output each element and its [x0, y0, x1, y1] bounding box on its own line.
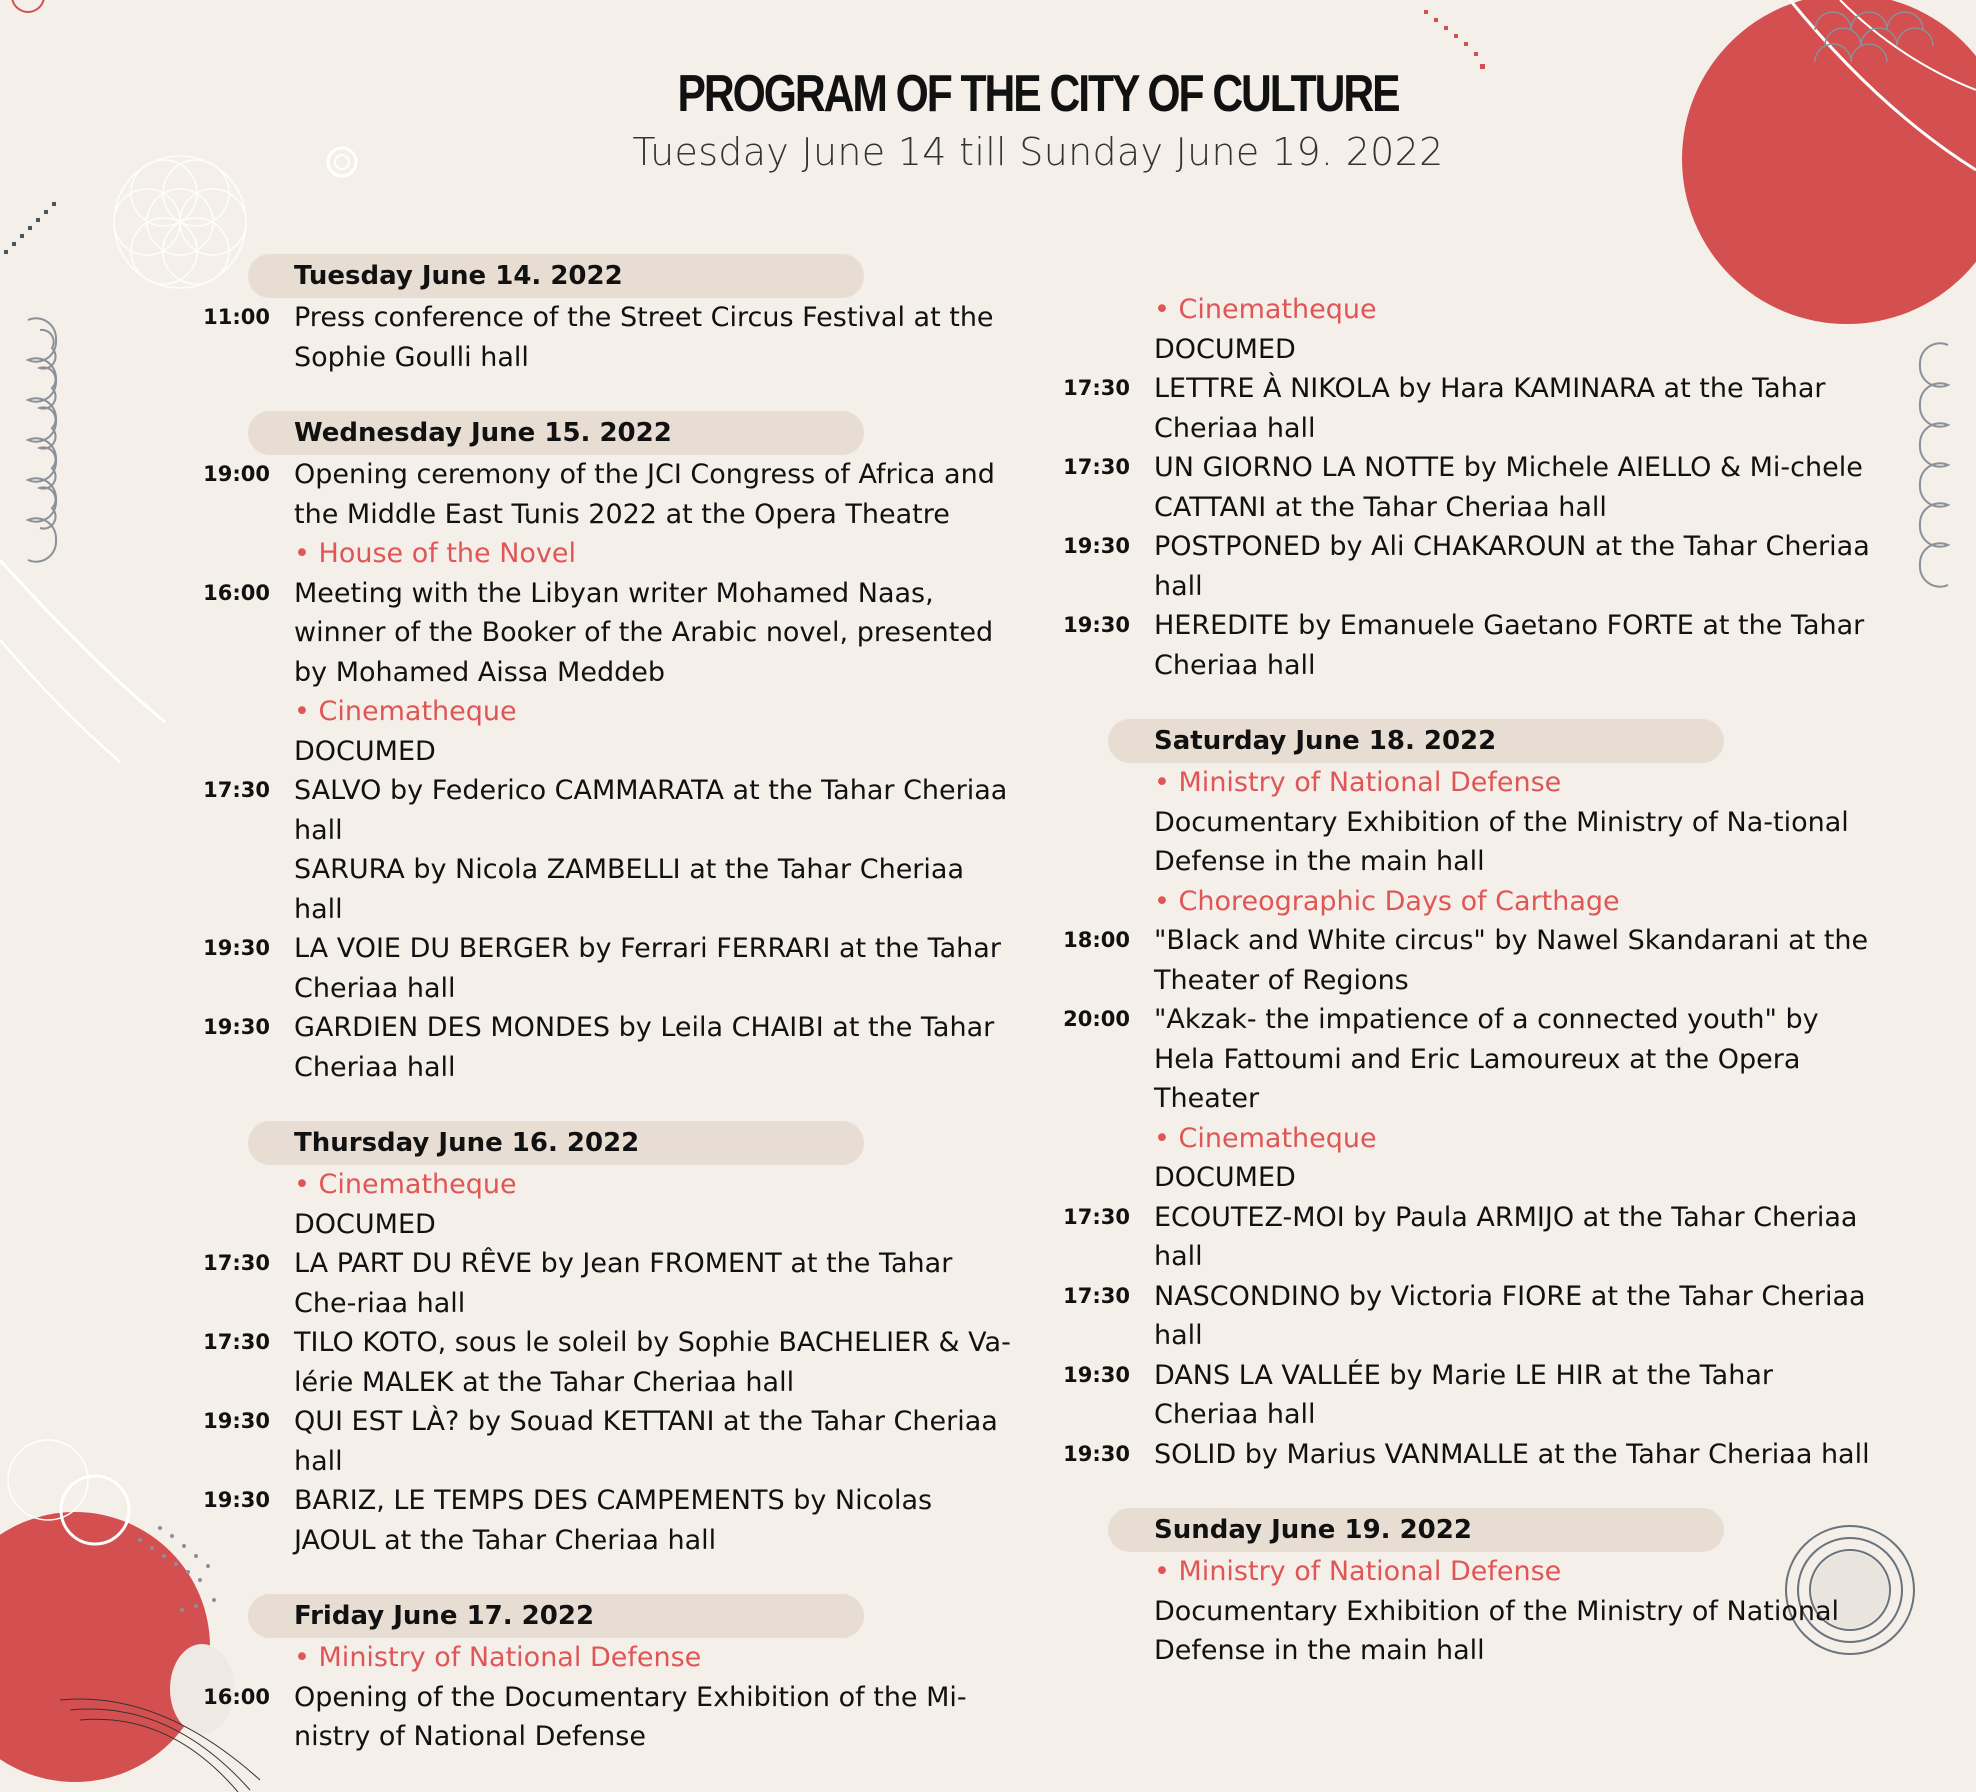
- schedule-entry: [200, 1678, 1030, 1757]
- entry-text: LETTRE À NIKOLA by Hara KAMINARA at the Tahar Cheriaa hall: [1154, 373, 1826, 444]
- schedule-entry: [1060, 448, 1890, 527]
- entry-text: UN GIORNO LA NOTTE by Michele AIELLO & Mi-chele CATTANI at the Tahar Cheriaa hall: [1154, 452, 1863, 523]
- entry-time: 20:00: [1063, 1007, 1130, 1031]
- entry-time: 17:30: [1063, 376, 1130, 400]
- venue-label: • Cinematheque: [294, 1165, 1014, 1205]
- entry-text: POSTPONED by Ali CHAKAROUN at the Tahar Cheriaa hall: [1154, 531, 1870, 602]
- venue-section: [200, 534, 1030, 574]
- schedule-entry: [200, 929, 1030, 1008]
- day-block: [1060, 719, 1890, 1474]
- entry-text: GARDIEN DES MONDES by Leila CHAIBI at the Tahar Cheriaa hall: [294, 1012, 995, 1083]
- schedule-entry: [200, 1205, 1030, 1245]
- schedule-entry: [200, 1402, 1030, 1481]
- schedule-entry: [1060, 921, 1890, 1000]
- schedule-entry: [1060, 803, 1890, 882]
- entry-time: [1060, 803, 1154, 882]
- entry-text: DOCUMED: [294, 735, 436, 767]
- venue-section: [1060, 1119, 1890, 1159]
- entry-time: 19:30: [203, 1488, 270, 1512]
- entry-text: "Black and White circus" by Nawel Skandarani at the Theater of Regions: [1154, 925, 1869, 996]
- day-block: [200, 254, 1030, 377]
- entry-time: 17:30: [203, 778, 270, 802]
- schedule-entry: [200, 771, 1030, 850]
- entry-text: "Akzak- the impatience of a connected youth" by Hela Fattoumi and Eric Lamoureux at the Opera Theater: [1154, 1004, 1819, 1114]
- entry-text: ECOUTEZ-MOI by Paula ARMIJO at the Tahar Cheriaa hall: [1154, 1201, 1858, 1272]
- day-header: Wednesday June 15. 2022: [248, 411, 864, 455]
- day-header: Friday June 17. 2022: [248, 1594, 864, 1638]
- entry-time: 19:30: [203, 1015, 270, 1039]
- schedule-entry: [1060, 1158, 1890, 1198]
- schedule-column-right: [1060, 290, 1890, 1705]
- venue-section: [1060, 1552, 1890, 1592]
- schedule-entry: [200, 1323, 1030, 1402]
- entry-text: LA VOIE DU BERGER by Ferrari FERRARI at the Tahar Cheriaa hall: [294, 933, 1001, 1004]
- schedule-entry: [1060, 1277, 1890, 1356]
- venue-label: • Ministry of National Defense: [1154, 763, 1874, 803]
- entry-text: SARURA by Nicola ZAMBELLI at the Tahar Cheriaa hall: [294, 854, 965, 925]
- entry-time: [200, 1205, 294, 1245]
- entry-time: [200, 692, 294, 732]
- entry-time: [1060, 1592, 1154, 1671]
- entry-text: DANS LA VALLÉE by Marie LE HIR at the Tahar Cheriaa hall: [1154, 1359, 1773, 1430]
- entry-time: 18:00: [1063, 928, 1130, 952]
- entry-text: SOLID by Marius VANMALLE at the Tahar Cheriaa hall: [1154, 1438, 1870, 1470]
- entry-text: Documentary Exhibition of the Ministry of Na-tional Defense in the main hall: [1154, 806, 1849, 877]
- schedule-column-left: [200, 254, 1030, 1791]
- venue-label: • House of the Novel: [294, 534, 1014, 574]
- entry-time: 19:30: [1063, 1362, 1130, 1387]
- entry-text: BARIZ, LE TEMPS DES CAMPEMENTS by Nicolas JAOUL at the Tahar Cheriaa hall: [294, 1485, 933, 1556]
- schedule-entry: [1060, 606, 1890, 685]
- schedule-entry: [1060, 527, 1890, 606]
- day-block: [200, 1121, 1030, 1560]
- venue-label: • Ministry of National Defense: [1154, 1552, 1874, 1592]
- entry-text: SALVO by Federico CAMMARATA at the Tahar Cheriaa hall: [294, 775, 1008, 846]
- scallop-strip-left: [28, 318, 56, 561]
- entry-time: [200, 534, 294, 574]
- venue-label: • Cinematheque: [1154, 1119, 1874, 1159]
- entry-time: [1060, 290, 1154, 330]
- entry-text: Meeting with the Libyan writer Mohamed Naas, winner of the Booker of the Arabic novel, presented by Mohamed Aissa Meddeb: [294, 577, 994, 688]
- entry-time: 19:30: [1063, 1441, 1130, 1466]
- entry-text: TILO KOTO, sous le soleil by Sophie BACHELIER & Va-lérie MALEK at the Tahar Cheriaa hall: [294, 1327, 1011, 1398]
- schedule-entry: [1060, 1435, 1890, 1475]
- page-title: PROGRAM OF THE CITY OF CULTURE: [677, 65, 1399, 123]
- schedule-entry: [200, 1008, 1030, 1087]
- venue-section: [200, 1165, 1030, 1205]
- schedule-entry: [200, 1244, 1030, 1323]
- entry-time: 19:30: [203, 1409, 270, 1433]
- schedule-entry: [1060, 1356, 1890, 1435]
- day-block: [1060, 1508, 1890, 1671]
- venue-section: [200, 1638, 1030, 1678]
- day-block: [200, 1594, 1030, 1757]
- small-ring-icon: [12, 0, 44, 12]
- entry-text: HEREDITE by Emanuele Gaetano FORTE at the Tahar Cheriaa hall: [1154, 610, 1865, 681]
- entry-time: 19:30: [1063, 613, 1130, 637]
- day-header: Sunday June 19. 2022: [1108, 1508, 1724, 1552]
- day-block: [200, 411, 1030, 1087]
- entry-time: 19:00: [203, 462, 270, 486]
- schedule-entry: [200, 298, 1030, 377]
- day-header: Saturday June 18. 2022: [1108, 719, 1724, 763]
- venue-label: • Ministry of National Defense: [294, 1638, 1014, 1678]
- entry-time: [1060, 1158, 1154, 1198]
- entry-text: Documentary Exhibition of the Ministry of National Defense in the main hall: [1154, 1595, 1840, 1666]
- page-subtitle: Tuesday June 14 till Sunday June 19. 2022: [632, 130, 1444, 174]
- schedule-entry: [1060, 1198, 1890, 1277]
- schedule-entry: [200, 850, 1030, 929]
- entry-text: Opening of the Documentary Exhibition of the Mi-nistry of National Defense: [294, 1681, 967, 1752]
- entry-time: 16:00: [203, 580, 270, 605]
- schedule-entry: [200, 1481, 1030, 1560]
- schedule-entry: [200, 732, 1030, 772]
- schedule-entry: [1060, 330, 1890, 370]
- day-header: Tuesday June 14. 2022: [248, 254, 864, 298]
- venue-section: [1060, 882, 1890, 922]
- entry-time: [1060, 330, 1154, 370]
- venue-section: [200, 692, 1030, 732]
- entry-time: 17:30: [203, 1251, 270, 1275]
- schedule-entry: [200, 455, 1030, 534]
- entry-text: DOCUMED: [294, 1208, 436, 1240]
- entry-time: [200, 1638, 294, 1678]
- schedule-entry: [1060, 369, 1890, 448]
- entry-time: 17:30: [1063, 455, 1130, 479]
- entry-text: NASCONDINO by Victoria FIORE at the Tahar Cheriaa hall: [1154, 1280, 1866, 1351]
- venue-section: [1060, 290, 1890, 330]
- entry-time: [200, 732, 294, 772]
- entry-time: [1060, 1119, 1154, 1159]
- venue-label: • Choreographic Days of Carthage: [1154, 882, 1874, 922]
- red-dots-decoration: [1424, 10, 1485, 69]
- venue-label: • Cinematheque: [294, 692, 1014, 732]
- entry-time: [200, 1165, 294, 1205]
- entry-time: [1060, 763, 1154, 803]
- entry-text: QUI EST LÀ? by Souad KETTANI at the Tahar Cheriaa hall: [294, 1406, 998, 1477]
- schedule-entry: [200, 574, 1030, 693]
- venue-section: [1060, 763, 1890, 803]
- schedule-entry: [1060, 1000, 1890, 1119]
- entry-text: Opening ceremony of the JCI Congress of Africa and the Middle East Tunis 2022 at the Opera Theatre: [294, 459, 995, 530]
- day-block: [1060, 290, 1890, 685]
- dotted-line-decoration: [4, 202, 56, 254]
- entry-text: Press conference of the Street Circus Festival at the Sophie Goulli hall: [294, 302, 994, 373]
- entry-time: 16:00: [203, 1684, 270, 1709]
- entry-time: 17:30: [1063, 1204, 1130, 1229]
- entry-time: 19:30: [203, 936, 270, 960]
- entry-time: 19:30: [1063, 534, 1130, 558]
- entry-text: LA PART DU RÊVE by Jean FROMENT at the Tahar Che-riaa hall: [294, 1248, 953, 1319]
- entry-time: 17:30: [1063, 1283, 1130, 1308]
- entry-time: [200, 850, 294, 929]
- schedule-entry: [1060, 1592, 1890, 1671]
- entry-text: DOCUMED: [1154, 1162, 1296, 1193]
- scallop-strip-right: [1920, 343, 1948, 586]
- entry-time: 17:30: [203, 1330, 270, 1354]
- entry-time: 11:00: [203, 305, 270, 329]
- day-header: Thursday June 16. 2022: [248, 1121, 864, 1165]
- entry-text: DOCUMED: [1154, 333, 1296, 365]
- entry-time: [1060, 1552, 1154, 1592]
- entry-time: [1060, 882, 1154, 922]
- venue-label: • Cinematheque: [1154, 290, 1874, 330]
